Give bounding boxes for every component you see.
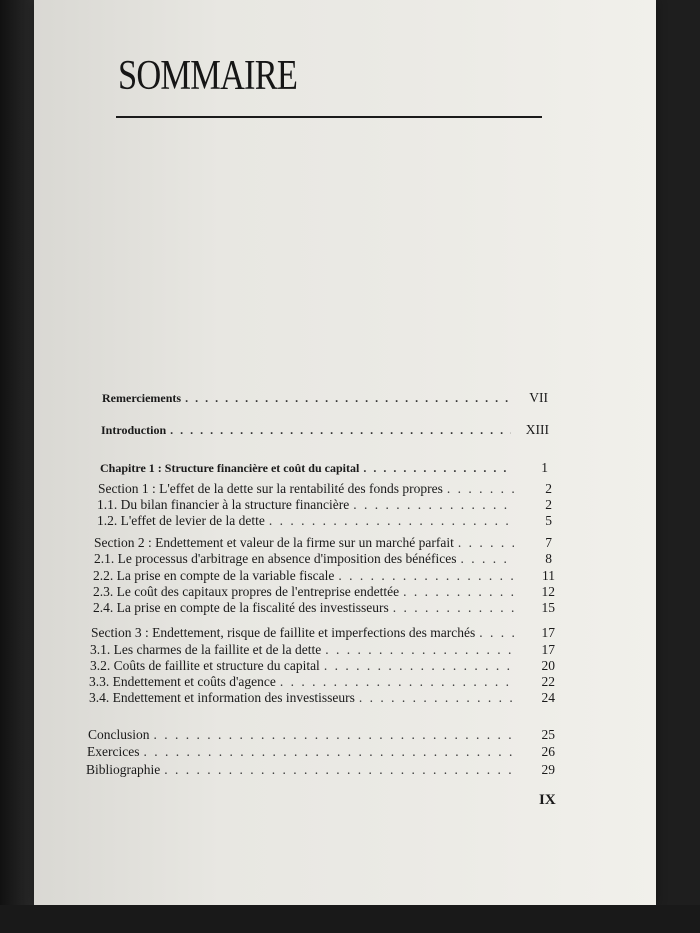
toc-entry-label: 3.4. Endettement et information des investisseurs — [89, 690, 355, 705]
toc-leader-dots — [458, 535, 514, 551]
toc-leader-dots — [269, 513, 514, 529]
toc-leader-dots — [324, 658, 517, 674]
toc-leader-dots — [185, 391, 510, 406]
toc-entry-page: 22 — [541, 674, 555, 689]
page-title: SOMMAIRE — [118, 53, 298, 99]
toc-entry-2-3 — [93, 584, 555, 600]
toc-entry-introduction — [101, 422, 549, 438]
toc-entry-label: Exercices — [87, 744, 140, 759]
toc-entry-page: 24 — [541, 690, 555, 705]
toc-entry-label: Conclusion — [88, 727, 150, 742]
toc-leader-dots — [393, 600, 517, 616]
toc-entry-page: 12 — [541, 584, 555, 599]
toc-entry-label: Introduction — [101, 423, 167, 437]
toc-leader-dots — [403, 584, 517, 600]
toc-entry-page: 17 — [541, 642, 555, 657]
toc-entry-label: Section 2 : Endettement et valeur de la firme sur un marché parfait — [94, 535, 454, 550]
toc-entry-2-2 — [93, 568, 555, 584]
toc-entry-1-1 — [97, 497, 552, 513]
toc-entry-page: XIII — [525, 422, 549, 437]
toc-entry-label: 1.1. Du bilan financier à la structure financière — [97, 497, 350, 512]
toc-entry-section-2 — [94, 535, 552, 551]
toc-leader-dots — [479, 625, 517, 641]
toc-leader-dots — [447, 481, 514, 497]
toc-leader-dots — [154, 727, 517, 743]
toc-entry-page: 17 — [541, 625, 555, 640]
toc-entry-label: 3.1. Les charmes de la faillite et de la dette — [90, 642, 322, 657]
toc-leader-dots — [461, 551, 515, 567]
toc-leader-dots — [280, 674, 517, 690]
toc-entry-label: Chapitre 1 : Structure financière et coût du capital — [100, 461, 360, 475]
toc-entry-label: 2.3. Le coût des capitaux propres de l'entreprise endettée — [93, 584, 400, 599]
toc-leader-dots — [338, 568, 517, 584]
toc-entry-3-2 — [90, 658, 555, 674]
toc-entry-label: 3.2. Coûts de faillite et structure du capital — [90, 658, 320, 673]
toc-entry-page: 15 — [541, 600, 555, 615]
toc-leader-dots — [143, 744, 517, 760]
toc-entry-3-3 — [89, 674, 555, 690]
toc-leader-dots — [363, 461, 510, 476]
toc-entry-label: Remerciements — [102, 391, 182, 405]
toc-entry-3-1 — [90, 642, 555, 658]
toc-entry-page: 7 — [545, 535, 552, 550]
toc-leader-dots — [353, 497, 514, 513]
toc-entry-conclusion — [88, 727, 555, 743]
toc-entry-page: 8 — [545, 551, 552, 566]
title-rule — [116, 116, 542, 118]
toc-entry-2-1 — [94, 551, 552, 567]
toc-entry-page: 5 — [545, 513, 552, 528]
toc-entry-page: 1 — [541, 460, 548, 475]
toc-entry-bibliographie — [86, 762, 555, 778]
toc-entry-page: 25 — [541, 727, 555, 742]
toc-entry-page: 2 — [545, 497, 552, 512]
toc-entry-label: Section 1 : L'effet de la dette sur la rentabilité des fonds propres — [98, 481, 443, 496]
toc-entry-page: 11 — [542, 568, 555, 583]
toc-entry-page: 26 — [541, 744, 555, 759]
toc-leader-dots — [170, 423, 511, 438]
toc-entry-label: 2.2. La prise en compte de la variable fiscale — [93, 568, 335, 583]
toc-entry-remerciements — [102, 390, 548, 406]
toc-entry-label: 3.3. Endettement et coûts d'agence — [89, 674, 276, 689]
toc-entry-label: 1.2. L'effet de levier de la dette — [97, 513, 265, 528]
toc-entry-exercices — [87, 744, 555, 760]
background-bottom — [0, 905, 700, 933]
toc-entry-section-3 — [91, 625, 555, 641]
toc-entry-page: 2 — [545, 481, 552, 496]
page-folio: IX — [539, 792, 556, 808]
toc-entry-label: Section 3 : Endettement, risque de faillite et imperfections des marchés — [91, 625, 476, 640]
toc-entry-1-2 — [97, 513, 552, 529]
toc-entry-label: 2.4. La prise en compte de la fiscalité des investisseurs — [93, 600, 389, 615]
toc-entry-page: 20 — [541, 658, 555, 673]
toc-entry-chapitre-1 — [100, 460, 548, 476]
toc-entry-page: 29 — [541, 762, 555, 777]
toc-entry-2-4 — [93, 600, 555, 616]
background-edge — [0, 0, 34, 933]
toc-leader-dots — [164, 762, 517, 778]
toc-entry-page: VII — [529, 390, 548, 405]
toc-entry-section-1 — [98, 481, 552, 497]
toc-leader-dots — [325, 642, 517, 658]
toc-leader-dots — [359, 690, 517, 706]
toc-entry-3-4 — [89, 690, 555, 706]
toc-entry-label: 2.1. Le processus d'arbitrage en absence d'imposition des bénéfices — [94, 551, 457, 566]
toc-entry-label: Bibliographie — [86, 762, 161, 777]
